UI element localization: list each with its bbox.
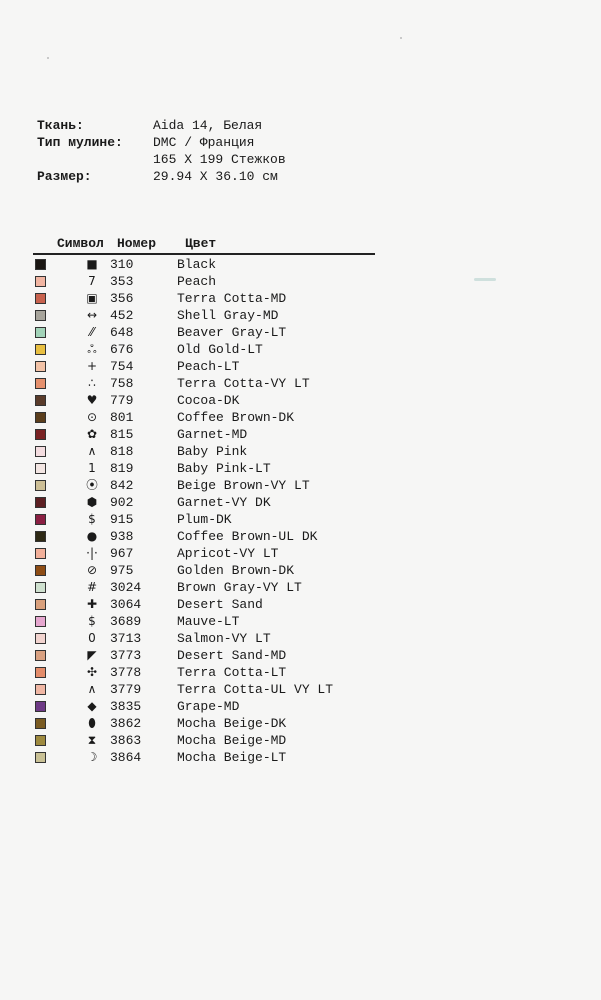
color-name: Mauve-LT [177,614,240,629]
color-name: Peach-LT [177,359,240,374]
floss-number: 967 [110,546,134,561]
floss-number: 3835 [110,699,142,714]
stitch-symbol-icon: ✚ [86,597,98,611]
floss-number: 3689 [110,614,142,629]
floss-number: 779 [110,393,134,408]
legend-row [33,630,375,647]
color-name: Coffee Brown-UL DK [177,529,318,544]
legend-row [33,613,375,630]
floss-number: 310 [110,257,134,272]
color-name: Terra Cotta-LT [177,665,287,680]
color-name: Desert Sand-MD [177,648,287,663]
color-swatch [35,276,46,287]
stitch-symbol-icon: ● [86,529,98,543]
color-name: Salmon-VY LT [177,631,271,646]
stitch-symbol-icon: ⊙ [86,410,98,424]
color-name: Grape-MD [177,699,240,714]
stitch-symbol-icon: ⧗ [87,733,97,747]
info-label [37,151,153,168]
stitch-symbol-icon: 0 [88,631,96,645]
floss-number: 3779 [110,682,142,697]
color-swatch [35,480,46,491]
legend-row [33,290,375,307]
header-color: Цвет [185,236,217,251]
floss-number: 676 [110,342,134,357]
color-name: Shell Gray-MD [177,308,279,323]
stitch-symbol-icon: ☽ [86,750,98,764]
color-swatch [35,718,46,729]
floss-number: 818 [110,444,134,459]
color-swatch [35,582,46,593]
color-name: Baby Pink [177,444,248,459]
legend-row [33,358,375,375]
color-swatch [35,752,46,763]
color-name: Mocha Beige-LT [177,750,287,765]
info-row-floss-type [37,134,286,151]
legend-row [33,273,375,290]
color-name: Beige Brown-VY LT [177,478,310,493]
color-name: Terra Cotta-UL VY LT [177,682,334,697]
color-swatch [35,463,46,474]
floss-number: 3024 [110,580,142,595]
legend-row [33,562,375,579]
legend-row [33,426,375,443]
stitch-symbol-icon: ⊘ [86,563,98,577]
stitch-symbol-icon: ✿ [86,427,98,441]
stitch-symbol-icon: ♥ [86,393,98,407]
info-row-fabric [37,117,286,134]
color-swatch [35,650,46,661]
stitch-symbol-icon: ⦿ [85,478,98,492]
floss-number: 819 [110,461,134,476]
paper-speck [47,57,49,59]
floss-number: 648 [110,325,134,340]
legend-row [33,749,375,766]
info-value: 29.94 X 36.10 см [153,169,278,184]
stitch-symbol-icon: ஃ [87,342,97,356]
floss-number: 758 [110,376,134,391]
floss-number: 975 [110,563,134,578]
floss-number: 902 [110,495,134,510]
color-name: Old Gold-LT [177,342,263,357]
floss-number: 842 [110,478,134,493]
color-name: Apricot-VY LT [177,546,279,561]
stitch-symbol-icon: + [86,359,98,373]
color-name: Coffee Brown-DK [177,410,295,425]
info-label: Размер: [37,169,92,184]
info-value: 165 X 199 Стежков [153,152,286,167]
color-name: Garnet-MD [177,427,248,442]
color-name: Golden Brown-DK [177,563,295,578]
color-name: Brown Gray-VY LT [177,580,302,595]
color-swatch [35,735,46,746]
header-number: Номер [117,236,157,251]
color-name: Terra Cotta-VY LT [177,376,310,391]
floss-number: 3863 [110,733,142,748]
legend-rows [33,256,375,766]
legend-row [33,341,375,358]
stitch-symbol-icon: 7 [88,274,96,288]
stitch-symbol-icon: ⁄⁄ [89,325,94,339]
legend-row [33,698,375,715]
floss-number: 3864 [110,750,142,765]
stitch-symbol-icon: ·|· [86,546,98,560]
legend-row [33,511,375,528]
stitch-symbol-icon: $ [88,614,96,628]
color-name: Baby Pink-LT [177,461,271,476]
color-swatch [35,344,46,355]
header-symbol: Символ [57,236,104,251]
stitch-symbol-icon: ✣ [86,665,98,679]
floss-number: 3713 [110,631,142,646]
stitch-symbol-icon: ◆ [87,699,97,713]
legend-row [33,307,375,324]
legend-row [33,409,375,426]
paper-speck [400,37,402,39]
legend-row [33,375,375,392]
floss-number: 938 [110,529,134,544]
info-label: Тип мулине: [37,135,123,150]
color-swatch [35,446,46,457]
color-swatch [35,599,46,610]
floss-number: 353 [110,274,134,289]
legend-row [33,647,375,664]
legend-row [33,392,375,409]
color-swatch [35,531,46,542]
color-swatch [35,565,46,576]
color-swatch [35,412,46,423]
stitch-symbol-icon: ↔ [86,308,98,322]
info-value: DMC / Франция [153,135,255,150]
stitch-symbol-icon: ⬮ [88,716,96,730]
floss-number: 754 [110,359,134,374]
thread-legend [33,236,375,766]
color-swatch [35,395,46,406]
legend-row [33,256,375,273]
color-name: Garnet-VY DK [177,495,271,510]
legend-row [33,324,375,341]
floss-number: 3862 [110,716,142,731]
color-swatch [35,497,46,508]
floss-number: 801 [110,410,134,425]
floss-number: 815 [110,427,134,442]
floss-number: 3064 [110,597,142,612]
stitch-symbol-icon: ∧ [87,682,97,696]
color-swatch [35,361,46,372]
stitch-symbol-icon: ▣ [86,291,98,305]
color-name: Terra Cotta-MD [177,291,287,306]
floss-number: 915 [110,512,134,527]
color-name: Plum-DK [177,512,232,527]
color-name: Black [177,257,217,272]
legend-row [33,579,375,596]
stitch-symbol-icon: ∧ [87,444,97,458]
color-swatch [35,327,46,338]
info-label: Ткань: [37,118,84,133]
info-row-stitches [37,151,286,168]
stitch-symbol-icon: ∴ [88,376,96,390]
color-swatch [35,548,46,559]
color-swatch [35,310,46,321]
stitch-symbol-icon: # [86,580,98,594]
color-swatch [35,429,46,440]
legend-row [33,477,375,494]
color-swatch [35,633,46,644]
paper-smudge [474,278,496,281]
pattern-info [37,117,286,185]
stitch-symbol-icon: ■ [86,257,98,271]
floss-number: 3773 [110,648,142,663]
color-swatch [35,701,46,712]
legend-row [33,460,375,477]
color-swatch [35,684,46,695]
color-name: Mocha Beige-DK [177,716,287,731]
info-row-size [37,168,286,185]
legend-row [33,443,375,460]
color-name: Peach [177,274,217,289]
color-name: Desert Sand [177,597,263,612]
color-swatch [35,616,46,627]
legend-row [33,715,375,732]
color-swatch [35,378,46,389]
stitch-symbol-icon: 1 [88,461,96,475]
legend-row [33,545,375,562]
color-name: Mocha Beige-MD [177,733,287,748]
legend-row [33,664,375,681]
stitch-symbol-icon: ◤ [87,648,97,662]
color-swatch [35,293,46,304]
info-value: Aida 14, Белая [153,118,263,133]
legend-row [33,681,375,698]
legend-header [33,236,375,255]
legend-row [33,494,375,511]
floss-number: 452 [110,308,134,323]
floss-number: 3778 [110,665,142,680]
color-name: Beaver Gray-LT [177,325,287,340]
legend-row [33,732,375,749]
floss-number: 356 [110,291,134,306]
color-swatch [35,667,46,678]
stitch-symbol-icon: ⬢ [86,495,98,509]
color-name: Cocoa-DK [177,393,240,408]
color-swatch [35,514,46,525]
color-swatch [35,259,46,270]
legend-row [33,528,375,545]
stitch-symbol-icon: $ [88,512,96,526]
legend-row [33,596,375,613]
